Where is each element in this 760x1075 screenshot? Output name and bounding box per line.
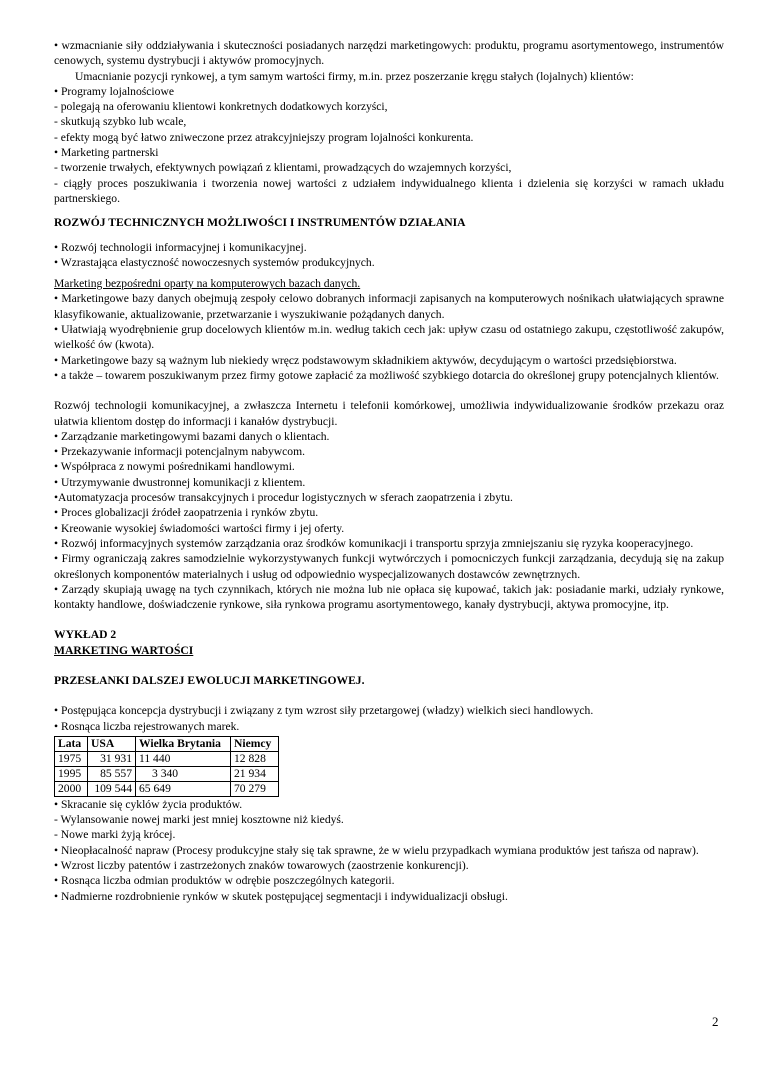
section-value-strengthening: [54, 38, 724, 206]
dash-item: - efekty mogą być łatwo zniweczone przez atrakcyjniejszy program lojalności konkurenta.: [54, 130, 474, 144]
lecture-label: WYKŁAD 2: [54, 628, 117, 642]
table-cell: 21 934: [231, 766, 279, 781]
table-row: [55, 766, 279, 781]
bullet-item: • Ułatwiają wyodrębnienie grup docelowych klientów m.in. według takich cech jak: upływ czasu od ostatniego zakupu, częstotliwość zakupów, wielkość ów (kwota).: [54, 323, 724, 352]
bullet-item: • Rozwój technologii informacyjnej i komunikacyjnej.: [54, 240, 307, 254]
dash-item: - Wylansowanie nowej marki jest mniej kosztowne niż kiedyś.: [54, 813, 344, 827]
bullet-item: • Skracanie się cyklów życia produktów.: [54, 797, 243, 811]
bullet-item: • Rosnąca liczba rejestrowanych marek.: [54, 719, 240, 733]
brands-table: [54, 736, 279, 797]
page-number: 2: [712, 1014, 719, 1029]
bullet-item: • Marketingowe bazy są ważnym lub niekiedy wręcz podstawowym składnikiem aktywów, decydującym o wartości przedsiębiorstwa.: [54, 353, 677, 367]
table-header-cell: Lata: [55, 736, 88, 751]
dash-item: - skutkują szybko lub wcale,: [54, 115, 187, 129]
dash-item: - Nowe marki żyją krócej.: [54, 828, 176, 842]
bullet-item: • Zarządzanie marketingowymi bazami danych o klientach.: [54, 429, 330, 443]
bullet-item: • Wzrost liczby patentów i zastrzeżonych znaków towarowych (zaostrzenie konkurencji).: [54, 859, 469, 873]
lecture-title: MARKETING WARTOŚCI: [54, 643, 194, 657]
bullet-item: • Marketingowe bazy danych obejmują zespoły celowo dobranych informacji zapisanych na komputerowych nośnikach ułatwiających sprawne klasyfikowanie, aktualizowanie, przetwarzanie i wyszukiwanie pożądanych danych.: [54, 292, 724, 321]
bullet-item: • Firmy ograniczają zakres samodzielnie wykorzystywanych funkcji wytwórczych i pomocniczych funkcji zarządzania, decydują się na zakup określonych komponentów materialnych i usług od odpowiednio wyspecjalizowanych dostawców zewnętrznych.: [54, 552, 724, 581]
table-cell: 70 279: [231, 781, 279, 796]
bullet-item: • Rozwój informacyjnych systemów zarządzania oraz środków komunikacji i transportu sprzyja zmniejszaniu się ryzyka kooperacyjnego.: [54, 536, 694, 550]
paragraph: • wzmacnianie siły oddziaływania i skuteczności posiadanych narzędzi marketingowych: produktu, programu asortymentowego, instrumentów cenowych, systemu dystrybucji i aktywów promocyjnych.: [54, 39, 724, 68]
table-header-row: [55, 736, 279, 751]
table-row: [55, 751, 279, 766]
table-cell: 109 544: [88, 781, 136, 796]
bullet-item: • Nieopłacalność napraw (Procesy produkcyjne stały się tak sprawne, że w wielu przypadkach wymiana produktów jest tańsza od napraw).: [54, 843, 699, 857]
table-cell: 2000: [55, 781, 88, 796]
paragraph: Umacnianie pozycji rynkowej, a tym samym wartości firmy, m.in. przez poszerzanie kręgu stałych (lojalnych) klientów:: [75, 69, 634, 83]
table-row: [55, 781, 279, 796]
table-header-cell: Wielka Brytania: [136, 736, 231, 751]
table-header-cell: USA: [88, 736, 136, 751]
table-cell: 3 340: [136, 766, 231, 781]
dash-item: - polegają na oferowaniu klientowi konkretnych dodatkowych korzyści,: [54, 100, 388, 114]
paragraph: Rozwój technologii komunikacyjnej, a zwłaszcza Internetu i telefonii komórkowej, umożliwia indywidualizowanie środków przekazu oraz ułatwia klientom dostęp do informacji i kanałów dystrybucji.: [54, 399, 724, 428]
dash-item: - tworzenie trwałych, efektywnych powiązań z klientami, prowadzących do wzajemnych korzyści,: [54, 161, 512, 175]
bullet-item: • Programy lojalnościowe: [54, 84, 174, 98]
table-cell: 11 440: [136, 751, 231, 766]
section-heading: ROZWÓJ TECHNICZNYCH MOŻLIWOŚCI I INSTRUMENTÓW DZIAŁANIA: [54, 216, 466, 230]
bullet-item: • Utrzymywanie dwustronnej komunikacji z klientem.: [54, 475, 306, 489]
table-cell: 65 649: [136, 781, 231, 796]
dash-item: - ciągły proces poszukiwania i tworzenia nowej wartości z udziałem indywidualnego klienta i dzielenia się korzyści w ramach układu partnerskiego.: [54, 176, 724, 205]
table-header-cell: Niemcy: [231, 736, 279, 751]
bullet-item: • Kreowanie wysokiej świadomości wartości firmy i jej oferty.: [54, 521, 345, 535]
bullet-item: • Postępująca koncepcja dystrybucji i związany z tym wzrost siły przetargowej (władzy) wielkich sieci handlowych.: [54, 704, 594, 718]
table-cell: 85 557: [88, 766, 136, 781]
bullet-item: • Przekazywanie informacji potencjalnym nabywcom.: [54, 445, 305, 459]
bullet-item: • Współpraca z nowymi pośrednikami handlowymi.: [54, 460, 295, 474]
bullet-item: • Nadmierne rozdrobnienie rynków w skutek postępującej segmentacji i indywidualizacji obsługi.: [54, 889, 508, 903]
bullet-item: •Automatyzacja procesów transakcyjnych i procedur logistycznych w sferach zaopatrzenia i zbytu.: [54, 491, 513, 505]
table-cell: 12 828: [231, 751, 279, 766]
table-cell: 1995: [55, 766, 88, 781]
bullet-item: • Proces globalizacji źródeł zaopatrzenia i rynków zbytu.: [54, 506, 319, 520]
bullet-item: • Rosnąca liczba odmian produktów w odrębie poszczególnych kategorii.: [54, 874, 395, 888]
page-content: [54, 38, 724, 904]
table-cell: 31 931: [88, 751, 136, 766]
bullet-item: • a także – towarem poszukiwanym przez firmy gotowe zapłacić za możliwość szybkiego dotarcia do określonej grupy potencjalnych klientów.: [54, 368, 719, 382]
table-cell: 1975: [55, 751, 88, 766]
bullet-item: • Zarządy skupiają uwagę na tych czynnikach, których nie można lub nie opłaca się kupować, takich jak: posiadanie marki, udziały rynkowe, kontakty handlowe, doświadczenie rynkowe, siła rynkowa programu asortymentowego, kanały dystrybucji, aktywa promocyjne, itp.: [54, 582, 724, 612]
bullet-item: • Marketing partnerski: [54, 146, 159, 160]
bullet-item: • Wzrastająca elastyczność nowoczesnych systemów produkcyjnych.: [54, 255, 375, 269]
subheading: Marketing bezpośredni oparty na komputerowych bazach danych.: [54, 277, 361, 291]
section-heading: PRZESŁANKI DALSZEJ EWOLUCJI MARKETINGOWEJ.: [54, 673, 365, 687]
